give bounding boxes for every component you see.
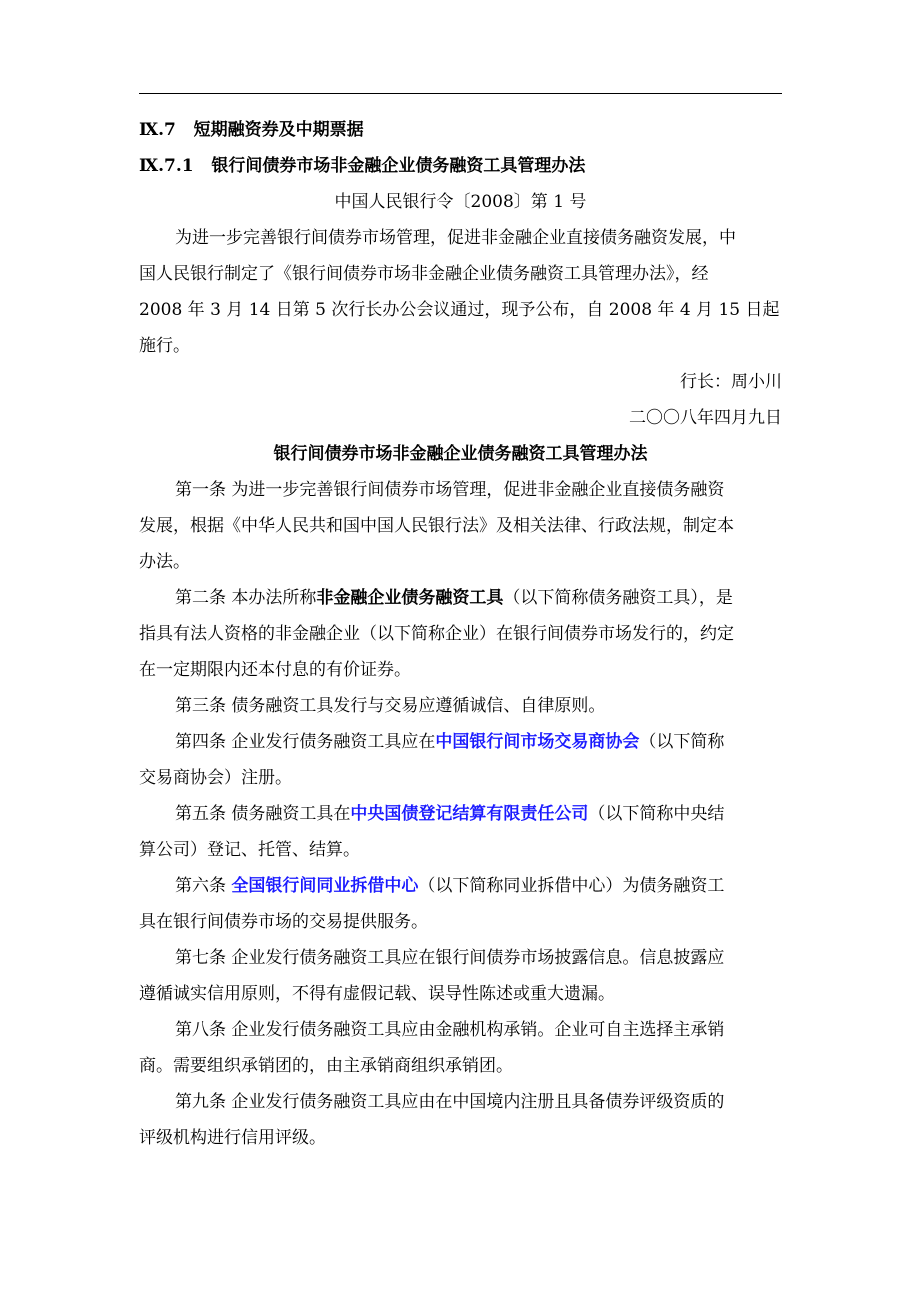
preamble-line: 国人民银行制定了《银行间债券市场非金融企业债务融资工具管理办法》，经 — [139, 264, 709, 284]
article-6-text: 第六条 — [175, 876, 232, 896]
article-2-line: 指具有法人资格的非金融企业（以下简称企业）在银行间债券市场发行的，约定 — [139, 624, 734, 644]
decree-number: 中国人民银行令〔2008〕第 1 号 — [334, 192, 587, 212]
signature: 行长：周小川 — [680, 372, 782, 392]
article-4-text: 第四条 企业发行债务融资工具应在 — [175, 732, 436, 752]
article-4-line — [139, 730, 782, 754]
link-ccdc[interactable]: 中央国债登记结算有限责任公司 — [350, 804, 589, 824]
article-1-line: 发展，根据《中华人民共和国中国人民银行法》及相关法律、行政法规，制定本 — [139, 516, 734, 536]
article-7-line: 遵循诚实信用原则，不得有虚假记载、误导性陈述或重大遗漏。 — [139, 984, 615, 1004]
article-5-text: 第五条 债务融资工具在 — [175, 804, 351, 824]
article-4-text: （以下简称 — [639, 732, 725, 752]
article-6-line — [139, 874, 782, 898]
section-number: Ⅸ.7 — [139, 120, 176, 140]
document-title: 银行间债券市场非金融企业债务融资工具管理办法 — [273, 444, 648, 464]
article-3-line: 第三条 债务融资工具发行与交易应遵循诚信、自律原则。 — [175, 696, 606, 716]
article-8-line: 第八条 企业发行债务融资工具应由金融机构承销。企业可自主选择主承销 — [175, 1020, 725, 1040]
subsection-title: 银行间债券市场非金融企业债务融资工具管理办法 — [211, 156, 586, 176]
link-cfets[interactable]: 全国银行间同业拆借中心 — [231, 876, 419, 896]
section-title: 短期融资券及中期票据 — [193, 120, 364, 140]
article-2-line — [139, 586, 782, 610]
article-2-line: 在一定期限内还本付息的有价证券。 — [139, 660, 411, 680]
preamble-line: 为进一步完善银行间债券市场管理，促进非金融企业直接债务融资发展，中 — [175, 228, 736, 248]
article-5-line: 算公司）登记、托管、结算。 — [139, 840, 360, 860]
preamble-line: 施行。 — [139, 336, 190, 356]
subsection-number: Ⅸ.7.1 — [139, 156, 194, 176]
article-5-line — [139, 802, 782, 826]
article-2-text: （以下简称债务融资工具），是 — [503, 588, 733, 608]
term-debt-financing-instrument: 非金融企业债务融资工具 — [316, 588, 504, 608]
article-6-text: （以下简称同业拆借中心）为债务融资工 — [418, 876, 725, 896]
article-5-text: （以下简称中央结 — [588, 804, 725, 824]
article-9-line: 评级机构进行信用评级。 — [139, 1128, 326, 1148]
article-6-line: 具在银行间债券市场的交易提供服务。 — [139, 912, 428, 932]
link-nafmii[interactable]: 中国银行间市场交易商协会 — [435, 732, 640, 752]
header-rule — [139, 93, 782, 94]
article-1-line: 第一条 为进一步完善银行间债券市场管理，促进非金融企业直接债务融资 — [175, 480, 725, 500]
article-7-line: 第七条 企业发行债务融资工具应在银行间债券市场披露信息。信息披露应 — [175, 948, 725, 968]
section-heading — [139, 118, 782, 142]
signing-date: 二〇〇八年四月九日 — [629, 408, 782, 428]
subsection-heading — [139, 154, 782, 178]
article-9-line: 第九条 企业发行债务融资工具应由在中国境内注册且具备债券评级资质的 — [175, 1092, 725, 1112]
article-2-text: 第二条 本办法所称 — [175, 588, 317, 608]
article-1-line: 办法。 — [139, 552, 190, 572]
article-8-line: 商。需要组织承销团的，由主承销商组织承销团。 — [139, 1056, 513, 1076]
preamble-line: 2008 年 3 月 14 日第 5 次行长办公会议通过，现予公布，自 2008 年 4 月 15 日起 — [139, 300, 780, 320]
article-4-line: 交易商协会）注册。 — [139, 768, 292, 788]
